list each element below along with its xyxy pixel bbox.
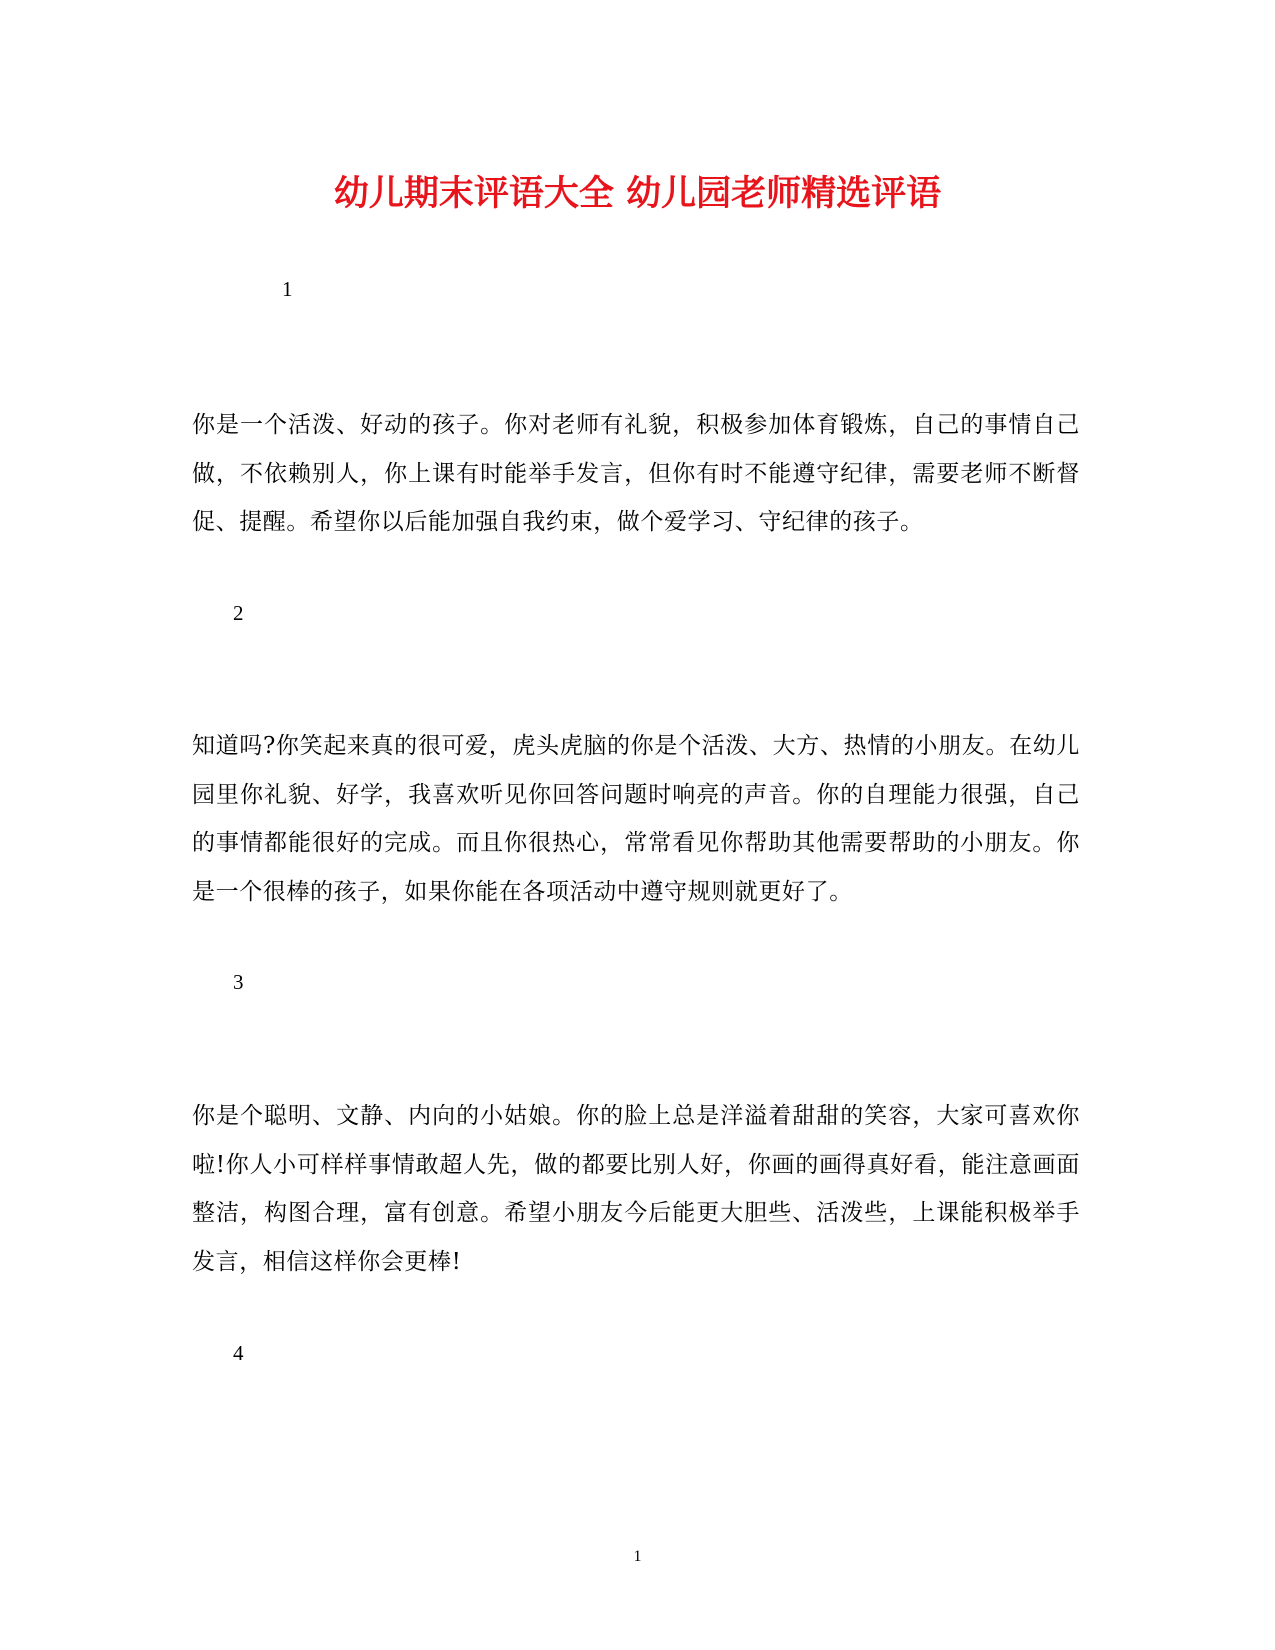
section-number-1: 1 bbox=[282, 277, 293, 301]
document-title: 幼儿期末评语大全 幼儿园老师精选评语 bbox=[333, 173, 942, 214]
section-paragraph-1: 你是一个活泼、好动的孩子。你对老师有礼貌，积极参加体育锻炼，自己的事情自己做，不依赖别人，你上课有时能举手发言，但你有时不能遵守纪律，需要老师不断督促、提醒。希望你以后能加强自我约束，做个爱学习、守纪律的孩子。 bbox=[192, 412, 1080, 535]
section-number-2: 2 bbox=[233, 601, 244, 625]
section-paragraph-3: 你是个聪明、文静、内向的小姑娘。你的脸上总是洋溢着甜甜的笑容，大家可喜欢你啦!你人小可样样事情敢超人先，做的都要比别人好，你画的画得真好看，能注意画面整洁，构图合理，富有创意。希望小朋友今后能更大胆些、活泼些，上课能积极举手发言，相信这样你会更棒! bbox=[192, 1103, 1080, 1275]
section-number-4: 4 bbox=[233, 1341, 244, 1365]
page-number: 1 bbox=[633, 1548, 642, 1565]
section-paragraph-2: 知道吗?你笑起来真的很可爱，虎头虎脑的你是个活泼、大方、热情的小朋友。在幼儿园里你礼貌、好学，我喜欢听见你回答问题时响亮的声音。你的自理能力很强，自己的事情都能很好的完成。而且你很热心，常常看见你帮助其他需要帮助的小朋友。你是一个很棒的孩子，如果你能在各项活动中遵守规则就更好了。 bbox=[192, 733, 1080, 905]
section-number-3: 3 bbox=[233, 970, 244, 994]
